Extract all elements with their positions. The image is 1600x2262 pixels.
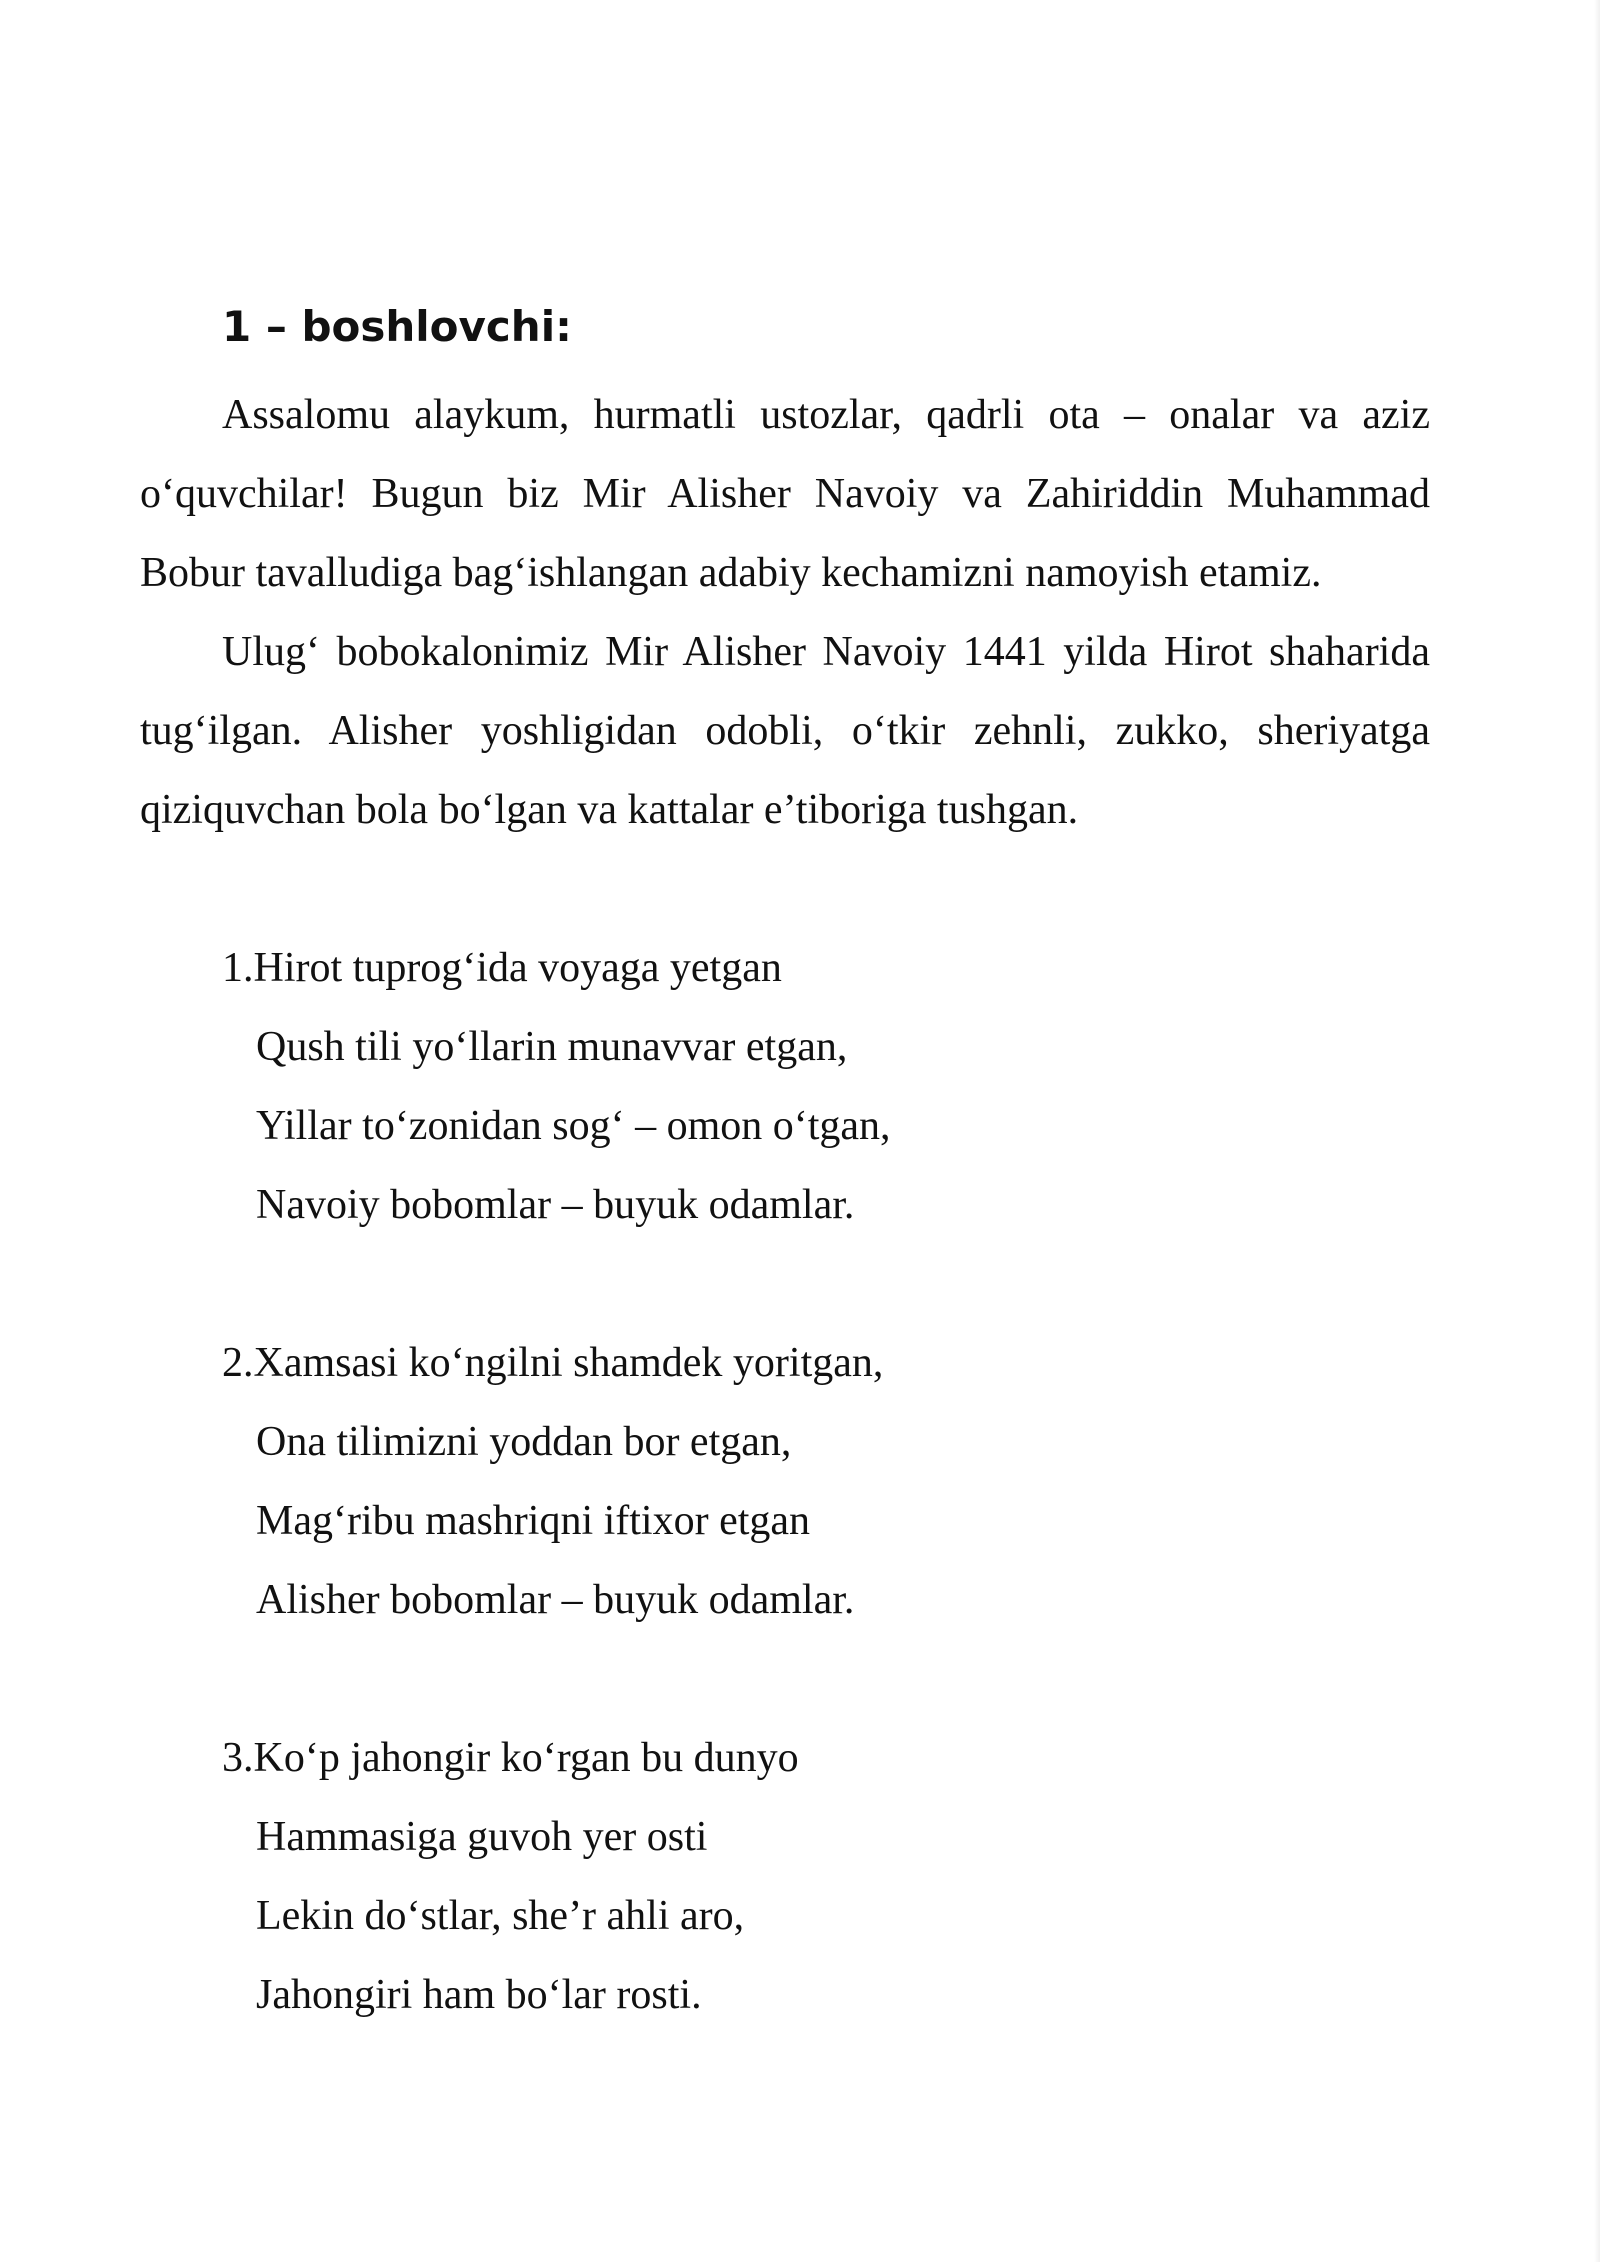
poem-line: 2.Xamsasi ko‘ngilni shamdek yoritgan,: [222, 1340, 884, 1386]
poem-line: Yillar to‘zonidan sog‘ – omon o‘tgan,: [256, 1103, 891, 1149]
biography-paragraph: Ulug‘ bobokalonimiz Mir Alisher Navoiy 1441 yilda Hirot shaharida tug‘ilgan. Alisher yoshligidan odobli, o‘tkir zehnli, zukko, sheriyatga qiziquvchan bola bo‘lgan va kattalar e’tiboriga tushgan.: [140, 629, 1430, 833]
poem-stanza-2: [222, 1324, 883, 1640]
poem-line: Alisher bobomlar – buyuk odamlar.: [256, 1577, 855, 1623]
poem-line: Qush tili yo‘llarin munavvar etgan,: [256, 1024, 848, 1070]
poem-line: Jahongiri ham bo‘lar rosti.: [256, 1972, 702, 2018]
poem-line: Lekin do‘stlar, she’r ahli aro,: [256, 1893, 745, 1939]
poem-line: Navoiy bobomlar – buyuk odamlar.: [256, 1182, 855, 1228]
speaker-heading: 1 – boshlovchi:: [222, 302, 572, 351]
poem-line: Ona tilimizni yoddan bor etgan,: [256, 1419, 792, 1465]
poem-stanza-3: [222, 1719, 799, 2035]
poem-line: 3.Ko‘p jahongir ko‘rgan bu dunyo: [222, 1735, 799, 1781]
poem-line: 1.Hirot tuprog‘ida voyaga yetgan: [222, 945, 782, 991]
poem-line: Mag‘ribu mashriqni iftixor etgan: [256, 1498, 811, 1544]
poem-stanza-1: [222, 929, 891, 1245]
poem-line: Hammasiga guvoh yer osti: [256, 1814, 708, 1860]
intro-paragraph: Assalomu alaykum, hurmatli ustozlar, qadrli ota – onalar va aziz o‘quvchilar! Bugun biz Mir Alisher Navoiy va Zahiriddin Muhammad Bobur tavalludiga bag‘ishlangan adabiy kechamizni namoyish etamiz.: [140, 392, 1430, 596]
page-edge-shadow: [1594, 0, 1600, 2262]
